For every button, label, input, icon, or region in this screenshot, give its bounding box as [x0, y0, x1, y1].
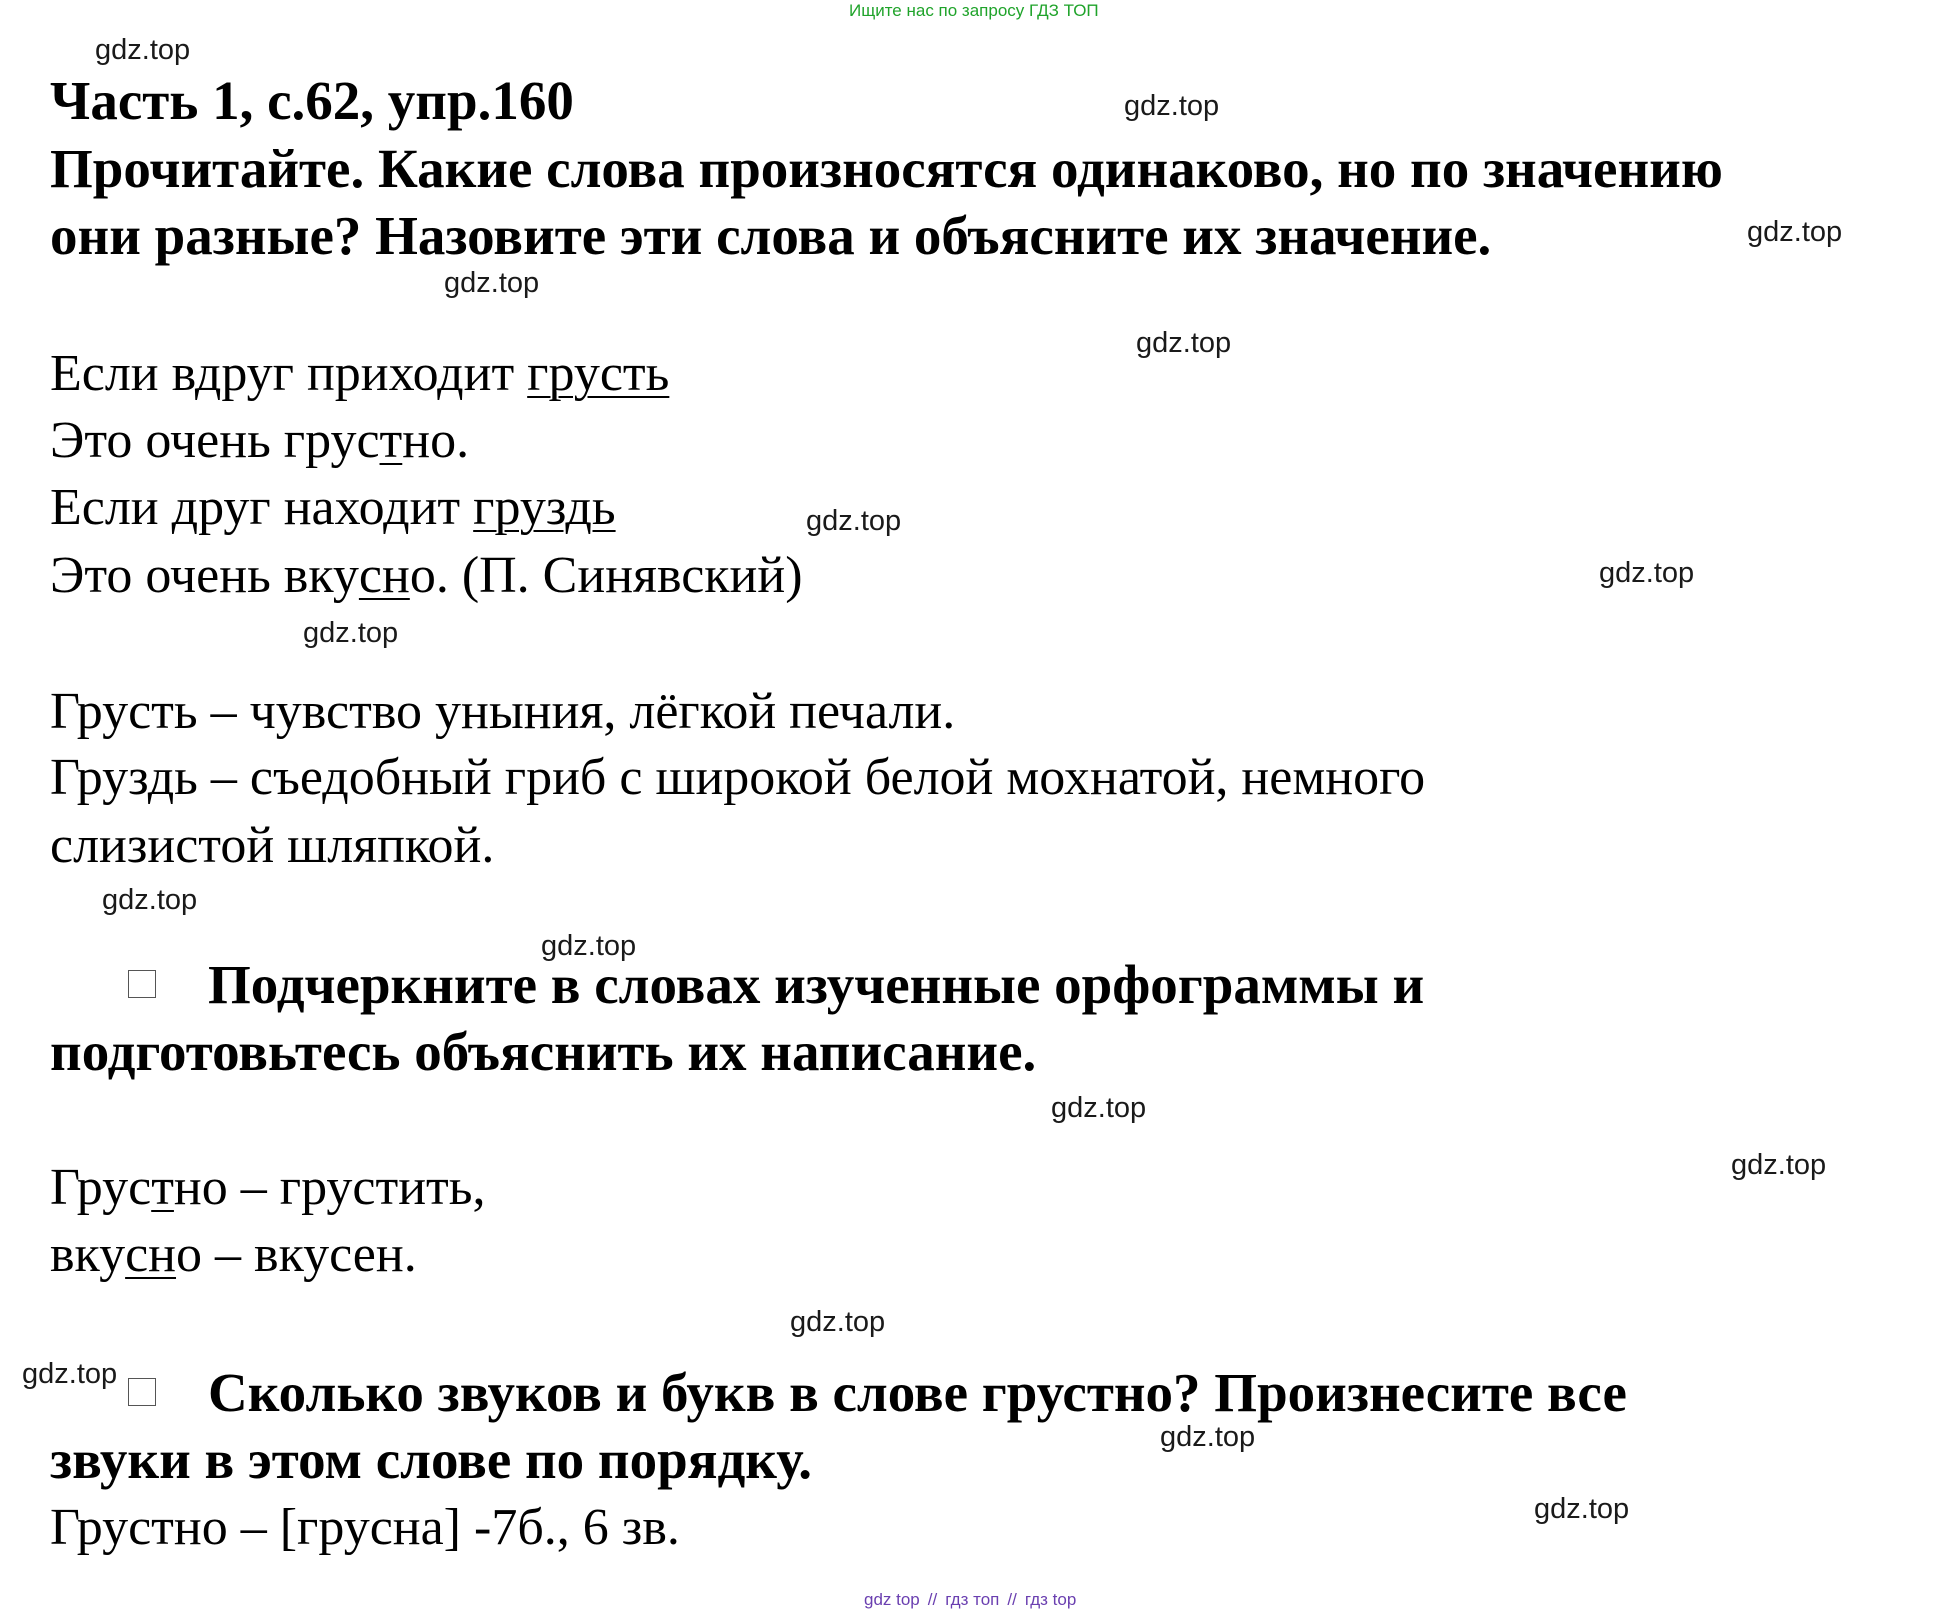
answer-text: о – вкусен.: [176, 1226, 417, 1283]
poem-line-2: [50, 407, 469, 475]
task2-line1: [128, 952, 1424, 1018]
poem-text: Если вдруг приходит: [50, 345, 528, 402]
poem-text: но.: [402, 412, 470, 469]
watermark: gdz.top: [1747, 216, 1843, 248]
underlined-word: груздь: [473, 479, 616, 536]
footer-item: гдз top: [1024, 1590, 1077, 1609]
watermark: gdz.top: [1534, 1493, 1630, 1525]
underlined-orthogram: т: [151, 1159, 174, 1216]
checkbox-bullet-icon: [128, 970, 156, 998]
watermark: gdz.top: [1599, 557, 1695, 589]
watermark: gdz.top: [1160, 1421, 1256, 1453]
task3-text: Сколько звуков и букв в слове грустно? Произнесите все: [208, 1362, 1627, 1423]
answer3: Грустно – [грусна] -7б., 6 зв.: [50, 1499, 680, 1556]
poem-line-3: [50, 474, 616, 542]
underlined-orthogram: сн: [358, 547, 410, 604]
task1-line2: они разные? Назовите эти слова и объясните их значение.: [50, 205, 1492, 266]
underlined-word: грусть: [527, 345, 670, 402]
footer-separator: //: [927, 1590, 938, 1609]
watermark: gdz.top: [790, 1306, 886, 1338]
watermark: gdz.top: [95, 34, 191, 66]
poem-text: Это очень грус: [50, 412, 380, 469]
task1-line1: Прочитайте. Какие слова произносятся одинаково, но по значению: [50, 138, 1723, 199]
watermark: gdz.top: [806, 505, 902, 537]
poem-text: Это очень вку: [50, 547, 359, 604]
watermark: gdz.top: [1731, 1149, 1827, 1181]
answer-text: Грус: [50, 1159, 152, 1216]
poem-text: о. (П. Синявский): [409, 547, 803, 604]
page-title: Часть 1, с.62, упр.160: [50, 70, 574, 131]
footer-item: гдз топ: [945, 1590, 1000, 1609]
watermark: gdz.top: [303, 617, 399, 649]
poem-text: Если друг находит: [50, 479, 474, 536]
answer-text: вку: [50, 1226, 126, 1283]
watermark: gdz.top: [1051, 1092, 1147, 1124]
task3-line2: звуки в этом слове по порядку.: [50, 1429, 812, 1490]
watermark: gdz.top: [444, 267, 540, 299]
watermark: gdz.top: [1136, 327, 1232, 359]
task3-line1: [128, 1360, 1627, 1426]
footer-separator: //: [1007, 1590, 1017, 1609]
watermark: gdz.top: [541, 930, 637, 962]
poem-line-1: [50, 340, 669, 408]
top-search-note: Ищите нас по запросу ГДЗ ТОП: [849, 1, 1099, 20]
bottom-footer-note: [864, 1590, 1076, 1610]
answer-text: но – грустить,: [173, 1159, 486, 1216]
answer2-line2: [50, 1221, 417, 1289]
underlined-orthogram: сн: [125, 1226, 177, 1283]
task2-line2: подготовьтесь объяснить их написание.: [50, 1021, 1037, 1082]
watermark: gdz.top: [22, 1358, 118, 1390]
poem-line-4: [50, 542, 803, 610]
task2-text: Подчеркните в словах изученные орфограммы и: [208, 954, 1425, 1015]
definition-gruzd-line1: Груздь – съедобный гриб с широкой белой мохнатой, немного: [50, 749, 1426, 806]
checkbox-bullet-icon: [128, 1378, 156, 1406]
answer2-line1: [50, 1154, 485, 1222]
underlined-orthogram: т: [379, 412, 403, 469]
definition-grust: Грусть – чувство уныния, лёгкой печали.: [50, 683, 956, 740]
definition-gruzd-line2: слизистой шляпкой.: [50, 817, 495, 874]
watermark: gdz.top: [102, 884, 198, 916]
footer-item: gdz top: [864, 1590, 920, 1609]
watermark: gdz.top: [1124, 90, 1220, 122]
